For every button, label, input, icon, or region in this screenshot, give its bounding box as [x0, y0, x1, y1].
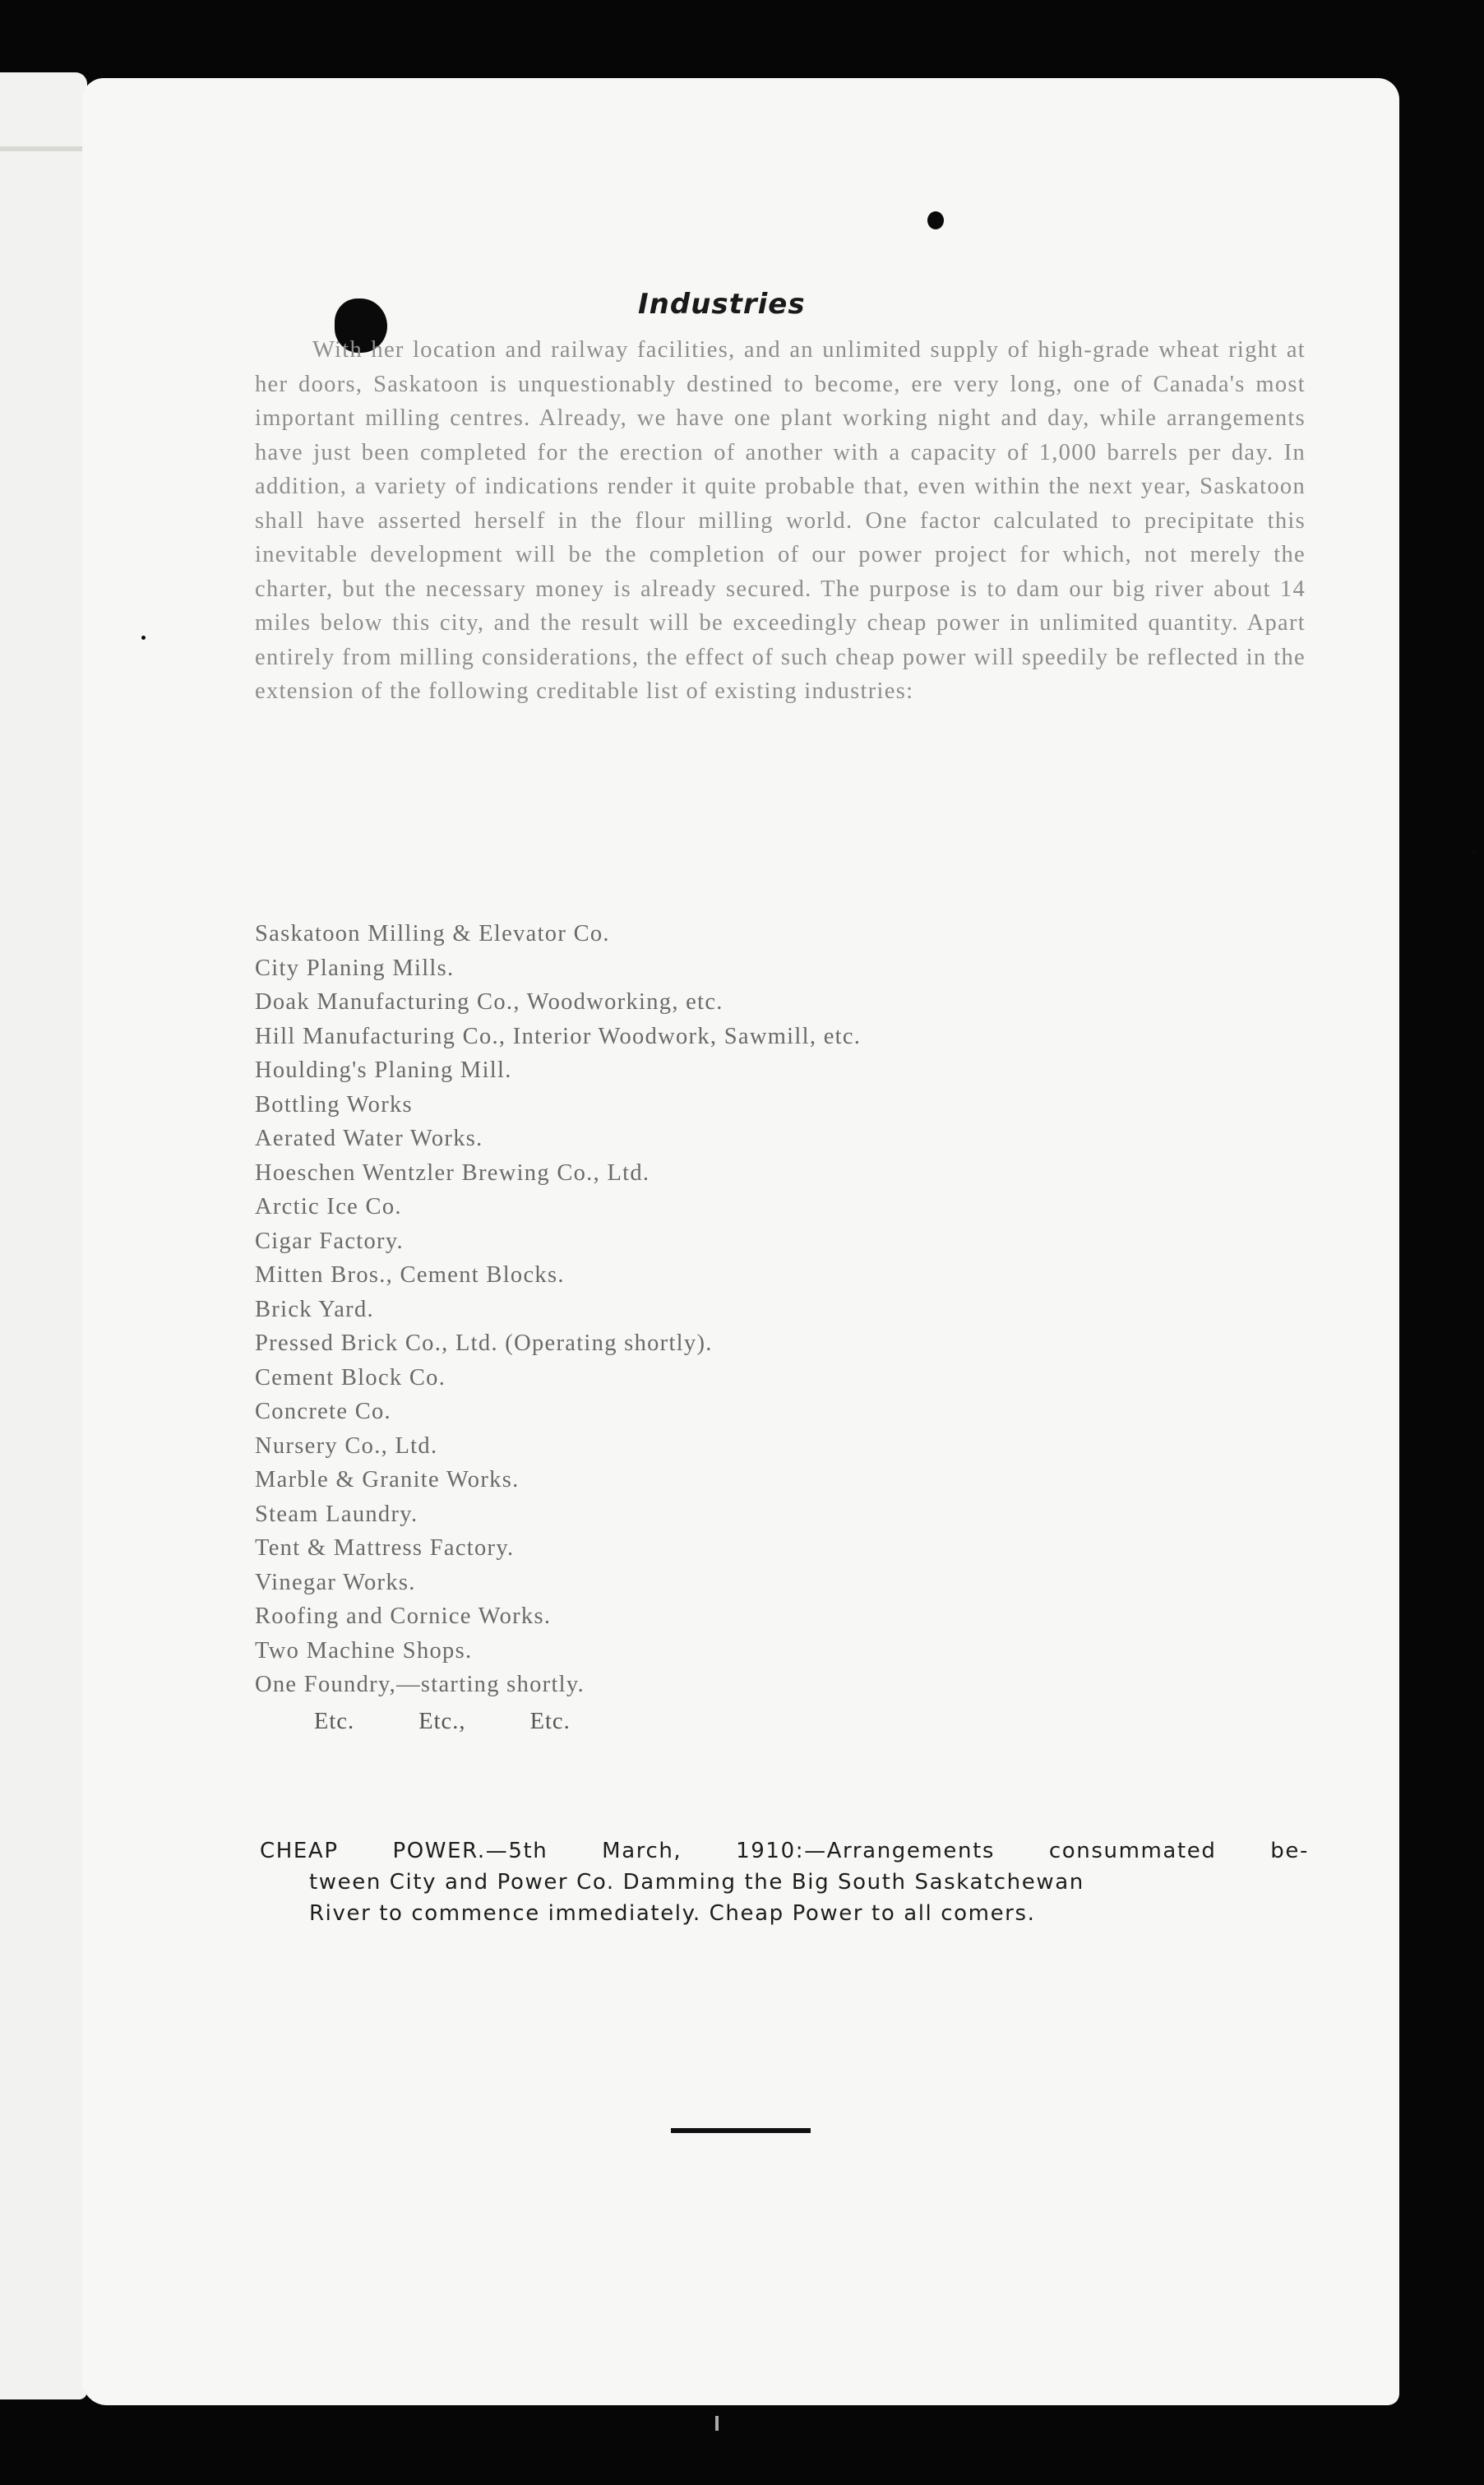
industry-item: One Foundry,—starting shortly.	[255, 1672, 585, 1697]
scan-mark	[715, 2416, 719, 2431]
etc-item: Etc.	[314, 1709, 355, 1734]
notice-line: River to commence immediately. Cheap Power to all comers.	[309, 1901, 1036, 1926]
notice-line: CHEAP POWER.—5th March, 1910:—Arrangements consummated be-	[260, 1839, 1309, 1863]
industry-item: Cigar Factory.	[255, 1228, 404, 1254]
industry-item: Saskatoon Milling & Elevator Co.	[255, 921, 610, 946]
industry-item: City Planing Mills.	[255, 955, 455, 981]
industry-item: Brick Yard.	[255, 1296, 374, 1322]
industry-item: Arctic Ice Co.	[255, 1194, 402, 1219]
industry-list	[255, 917, 1077, 1702]
intro-text: With her location and railway facilities, and an unlimited supply of high-grade wheat right at her doors, Saskatoon is unquestionably destined to become, ere very long, one of Canada's most important milling centres. Already, we have one plant working night and day, while arrangements have just been completed for the erection of another with a capacity of 1,000 barrels per day. In addition, a variety of indications render it quite probable that, even within the next year, Saskatoon shall have asserted herself in the flour milling world. One factor calculated to precipitate this inevitable development will be the completion of our power project for which, not merely the charter, but the necessary money is already secured. The purpose is to dam our big river about 14 miles below this city, and the result will be exceedingly cheap power in unlimited quantity. Apart entirely from milling considerations, the effect of such cheap power will speedily be reflected in the extension of the following creditable list of existing industries:	[255, 337, 1306, 704]
industry-item: Houlding's Planing Mill.	[255, 1057, 512, 1083]
document-page	[82, 78, 1399, 2405]
industry-item: Steam Laundry.	[255, 1501, 418, 1527]
etc-row	[314, 1705, 628, 1739]
industry-item: Aerated Water Works.	[255, 1126, 483, 1151]
industry-item: Two Machine Shops.	[255, 1637, 473, 1664]
industry-item: Nursery Co., Ltd.	[255, 1432, 438, 1459]
adjacent-page-edge	[0, 72, 87, 2399]
notice-line: tween City and Power Co. Damming the Big South Saskatchewan	[309, 1870, 1084, 1895]
etc-item: Etc.	[529, 1709, 571, 1734]
ink-speck	[1472, 851, 1475, 854]
industry-item: Concrete Co.	[255, 1399, 391, 1424]
etc-item: Etc.,	[418, 1709, 466, 1734]
industry-item: Bottling Works	[255, 1091, 413, 1118]
industry-item: Tent & Mattress Factory.	[255, 1535, 515, 1561]
industry-item: Hoeschen Wentzler Brewing Co., Ltd.	[255, 1159, 650, 1186]
industry-item: Hill Manufacturing Co., Interior Woodwork, Sawmill, etc.	[255, 1023, 862, 1049]
end-rule	[671, 2128, 811, 2133]
industry-item: Vinegar Works.	[255, 1569, 416, 1595]
page-heading: Industries	[638, 288, 806, 321]
ink-speck	[141, 636, 146, 640]
industry-item: Pressed Brick Co., Ltd. (Operating shortly).	[255, 1330, 713, 1356]
industry-item: Marble & Granite Works.	[255, 1467, 520, 1492]
page-fold	[0, 146, 87, 151]
industry-item: Doak Manufacturing Co., Woodworking, etc.	[255, 989, 724, 1015]
intro-paragraph	[255, 333, 1306, 709]
industry-item: Roofing and Cornice Works.	[255, 1603, 552, 1629]
cheap-power-notice	[260, 1835, 1309, 1929]
ink-spot	[927, 211, 944, 229]
industry-item: Mitten Bros., Cement Blocks.	[255, 1262, 565, 1288]
industry-item: Cement Block Co.	[255, 1364, 446, 1391]
